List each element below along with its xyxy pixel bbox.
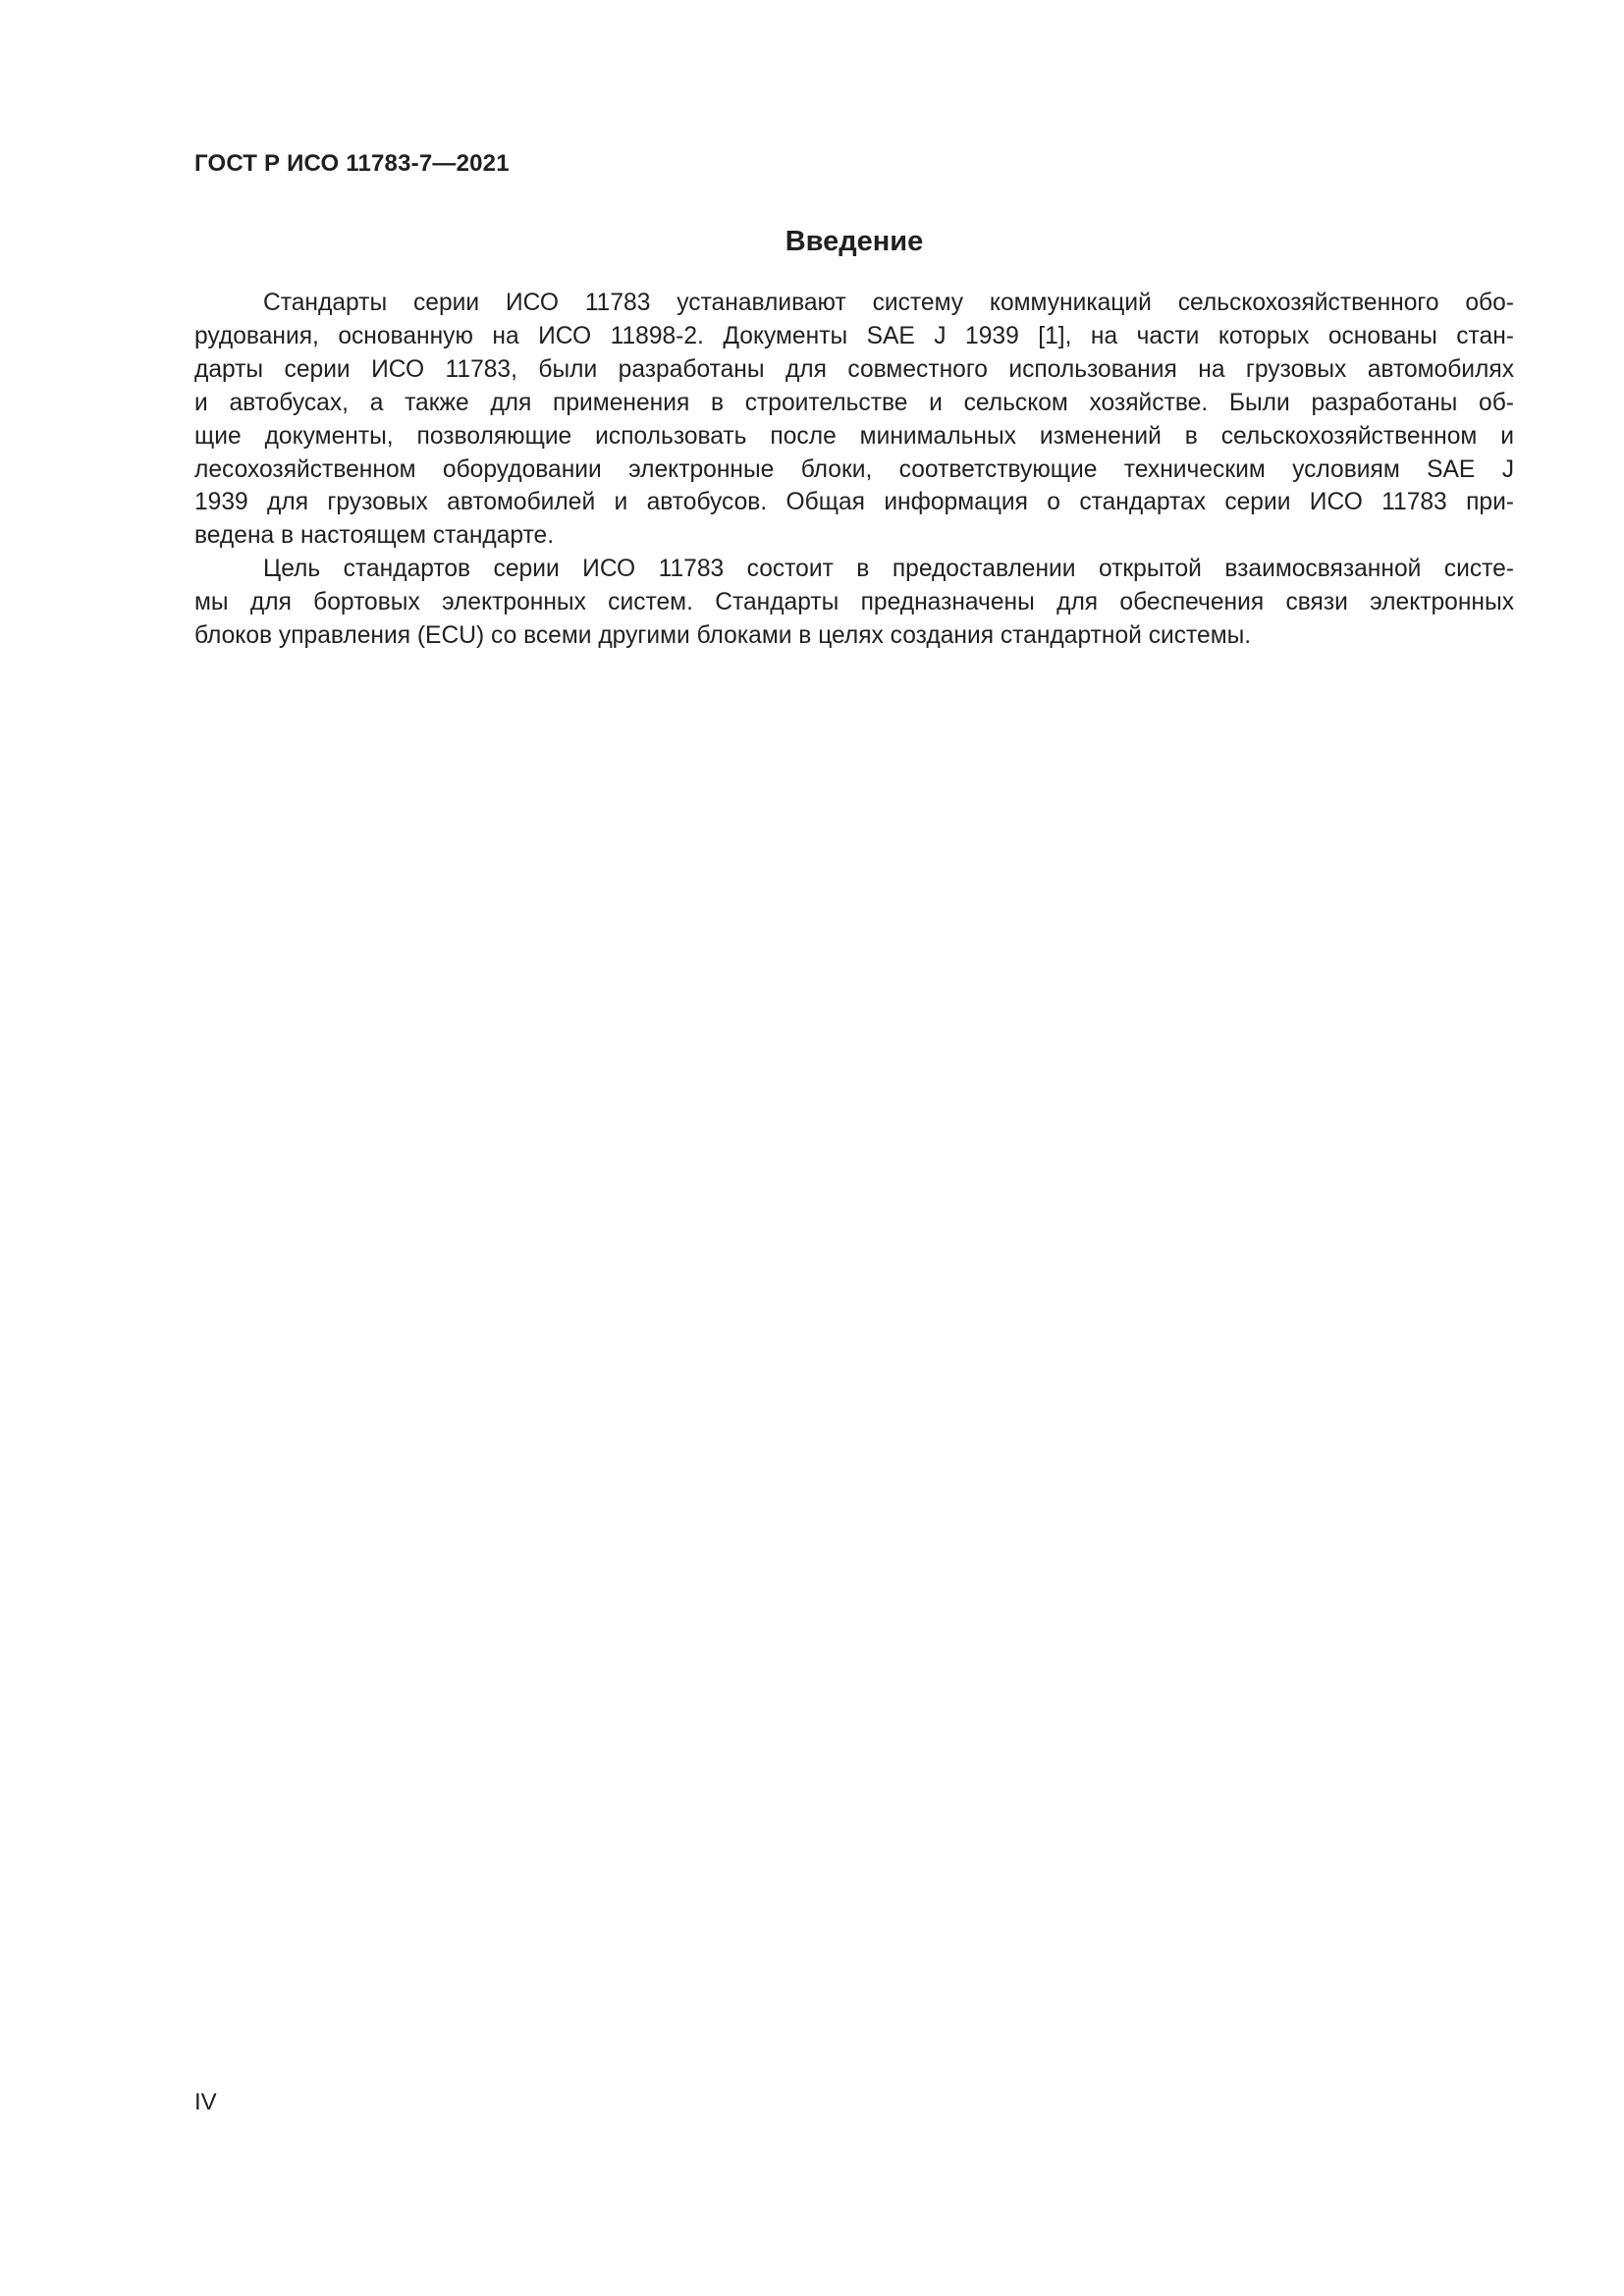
text-line: Стандарты серии ИСО 11783 устанавливают систему коммуникаций сельскохозяйственного обо- (263, 290, 1514, 316)
paragraph-purpose (194, 553, 1514, 653)
section-title: Введение (785, 226, 924, 257)
text-line: ведена в настоящем стандарте. (194, 522, 555, 550)
page-number: IV (194, 2089, 217, 2115)
text-line: рудования, основанную на ИСО 11898-2. Документы SAE J 1939 [1], на части которых основаны стан- (194, 322, 1514, 349)
paragraph-introduction (194, 287, 1514, 553)
document-code-header: ГОСТ Р ИСО 11783-7—2021 (194, 150, 510, 177)
text-line: блоков управления (ECU) со всеми другими блоками в целях создания стандартной системы. (194, 622, 1252, 650)
text-line: дарты серии ИСО 11783, были разработаны для совместного использования на грузовых автомобилях (194, 355, 1514, 383)
text-line: щие документы, позволяющие использовать после минимальных изменений в сельскохозяйственном и (194, 422, 1514, 450)
body-text (194, 287, 1514, 653)
text-line: 1939 для грузовых автомобилей и автобусов. Общая информация о стандартах серии ИСО 11783 при- (194, 489, 1514, 516)
text-line: лесохозяйственном оборудовании электронные блоки, соответствующие техническим условиям SAE J (194, 455, 1514, 483)
text-line: и автобусах, а также для применения в строительстве и сельском хозяйстве. Были разработаны об- (194, 389, 1514, 416)
text-line: мы для бортовых электронных систем. Стандарты предназначены для обеспечения связи электронных (194, 589, 1514, 616)
text-line: Цель стандартов серии ИСО 11783 состоит в предоставлении открытой взаимосвязанной систе- (263, 556, 1514, 583)
